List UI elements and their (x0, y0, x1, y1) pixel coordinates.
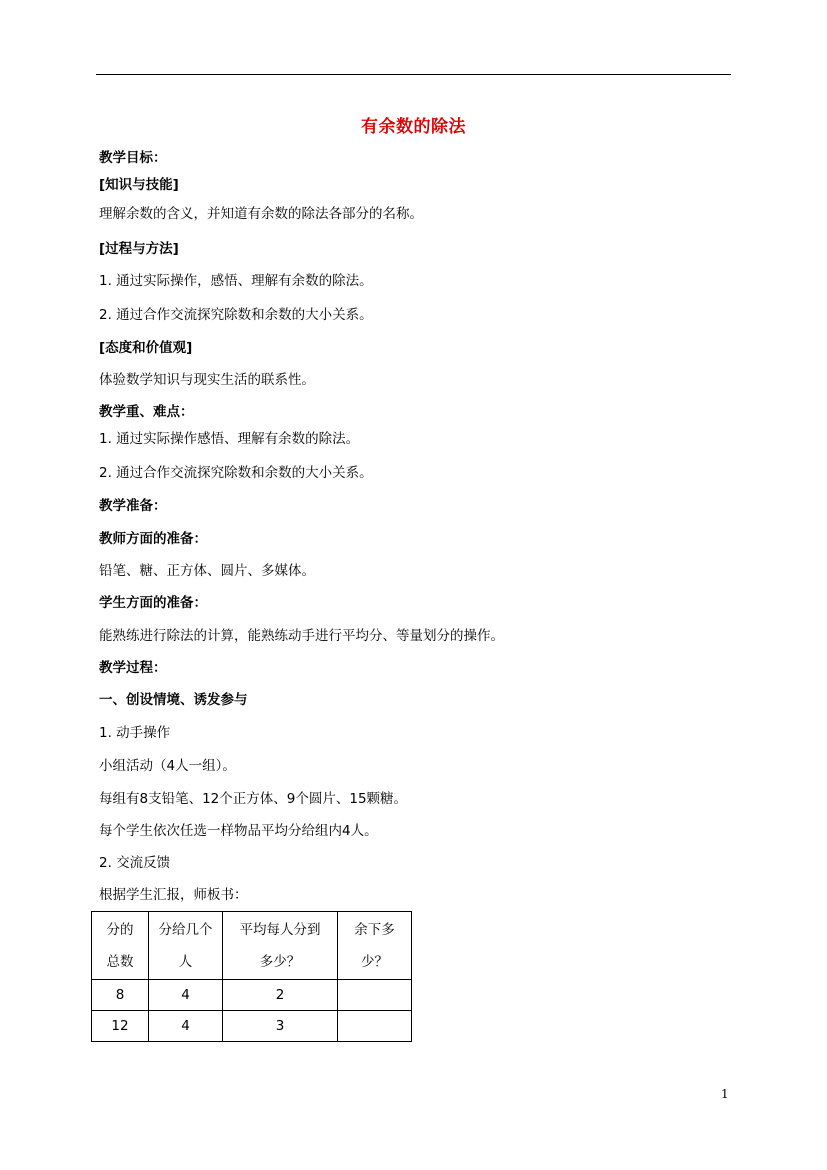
paragraph-line: 2. 交流反馈 (99, 855, 171, 871)
table-cell: 4 (149, 980, 223, 1011)
table-cell (338, 980, 412, 1011)
paragraph-line: 1. 通过实际操作，感悟、理解有余数的除法。 (99, 273, 373, 289)
paragraph-line: 体验数学知识与现实生活的联系性。 (99, 372, 315, 388)
paragraph-line: 小组活动（4人一组）。 (99, 758, 236, 774)
header-rule (96, 74, 731, 75)
table-cell: 12 (92, 1011, 149, 1042)
paragraph-line: 2. 通过合作交流探究除数和余数的大小关系。 (99, 307, 373, 323)
table-header-cell: 余下多 少？ (338, 912, 412, 980)
section-heading: 一、创设情境、诱发参与 (99, 692, 248, 708)
page-number: 1 (721, 1087, 729, 1101)
paragraph-line: 1. 动手操作 (99, 725, 171, 741)
table-cell: 3 (223, 1011, 338, 1042)
paragraph-line: 每组有8支铅笔、12个正方体、9个圆片、15颗糖。 (99, 791, 408, 807)
paragraph-line: 每个学生依次任选一样物品平均分给组内4人。 (99, 823, 378, 839)
table-header-cell: 平均每人分到 多少？ (223, 912, 338, 980)
section-heading: [态度和价值观] (99, 340, 193, 356)
section-heading: [知识与技能] (99, 177, 179, 193)
table-header-row (92, 912, 412, 980)
table-header-cell: 分的 总数 (92, 912, 149, 980)
section-heading: 教师方面的准备： (99, 531, 207, 547)
table-cell (338, 1011, 412, 1042)
paragraph-line: 能熟练进行除法的计算，能熟练动手进行平均分、等量划分的操作。 (99, 628, 504, 644)
table-cell: 8 (92, 980, 149, 1011)
section-heading: [过程与方法] (99, 241, 179, 257)
table-row (92, 1011, 412, 1042)
page-title: 有余数的除法 (361, 117, 466, 137)
section-heading: 教学过程： (99, 660, 167, 676)
table-cell: 4 (149, 1011, 223, 1042)
table-row (92, 980, 412, 1011)
paragraph-line: 铅笔、糖、正方体、圆片、多媒体。 (99, 563, 315, 579)
table-header-cell: 分给几个 人 (149, 912, 223, 980)
section-heading: 教学准备： (99, 498, 167, 514)
paragraph-line: 2. 通过合作交流探究除数和余数的大小关系。 (99, 465, 373, 481)
paragraph-line: 根据学生汇报，师板书： (99, 887, 248, 903)
table-cell: 2 (223, 980, 338, 1011)
section-heading: 学生方面的准备： (99, 595, 207, 611)
paragraph-line: 理解余数的含义，并知道有余数的除法各部分的名称。 (99, 206, 423, 222)
blackboard-table (91, 911, 412, 1042)
paragraph-line: 1. 通过实际操作感悟、理解有余数的除法。 (99, 431, 360, 447)
section-heading: 教学目标： (99, 150, 167, 166)
section-heading: 教学重、难点： (99, 404, 194, 420)
